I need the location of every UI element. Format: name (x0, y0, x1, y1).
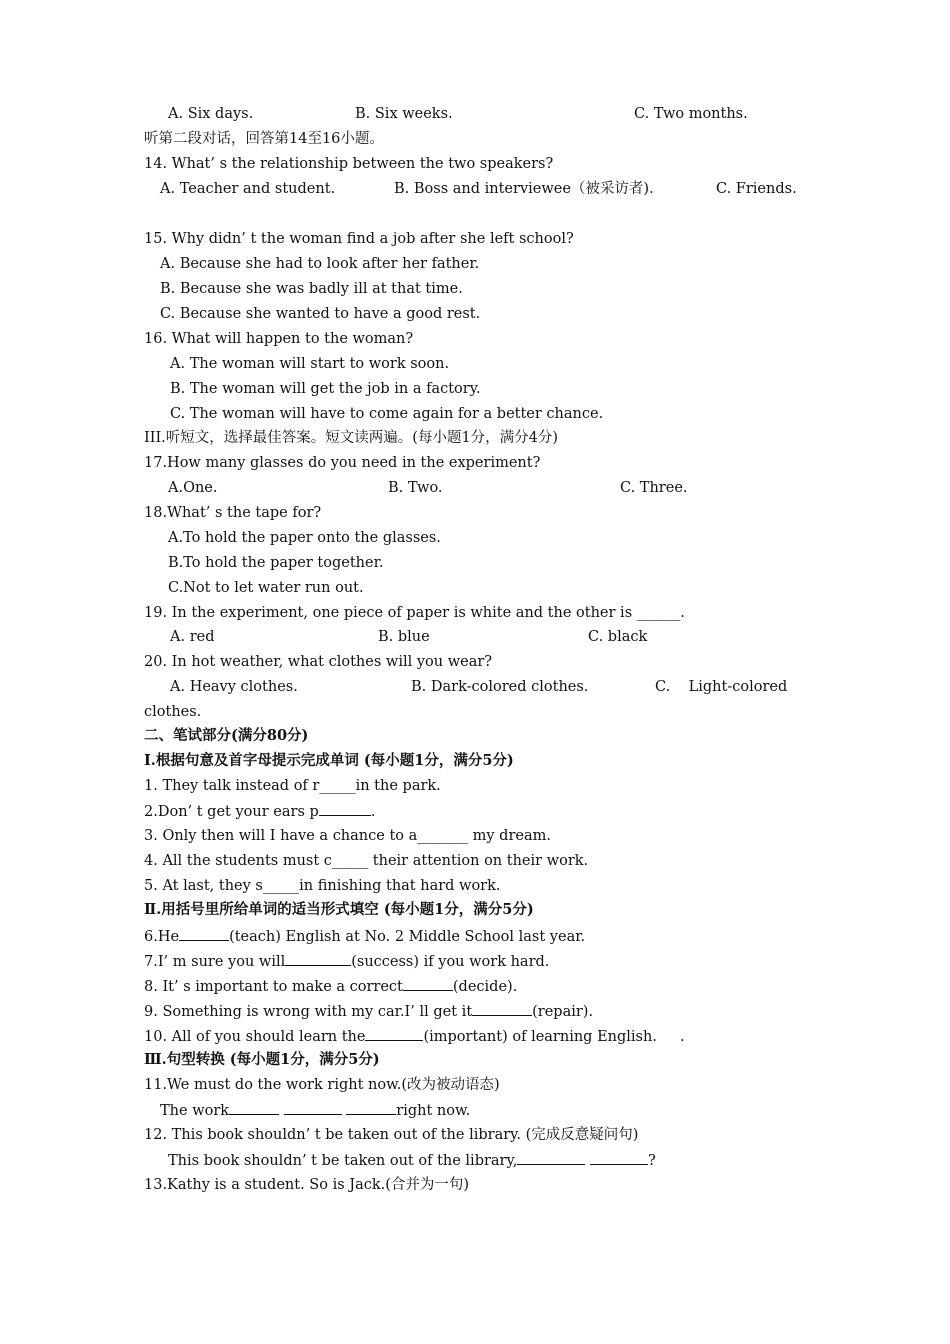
q14-option-b: B. Boss and interviewee（被采访者). (394, 181, 654, 197)
answer-blank[interactable] (319, 802, 371, 816)
answer-blank[interactable] (179, 927, 229, 941)
dialogue2-intro: 听第二段对话，回答第14至16小题。 (144, 131, 384, 147)
part2-item-8: 8. It’ s important to make a correct (decide). (144, 979, 518, 995)
section-listen-passage-title: III.听短文，选择最佳答案。短文读两遍。(每小题1分，满分4分) (144, 430, 559, 446)
part3-title: Ⅲ.句型转换 (每小题1分，满分5分) (144, 1051, 380, 1068)
part1-item-3: 3. Only then will I have a chance to a_______ my dream. (144, 828, 551, 844)
q16-stem: 16. What will happen to the woman? (144, 331, 414, 347)
answer-blank[interactable] (284, 1101, 342, 1115)
answer-blank[interactable] (517, 1151, 585, 1165)
part2-item-7: 7.I’ m sure you will (success) if you work hard. (144, 954, 550, 970)
q15-option-c: C. Because she wanted to have a good rest. (160, 306, 481, 322)
q16-option-c: C. The woman will have to come again for a better chance. (170, 406, 604, 422)
q16-option-b: B. The woman will get the job in a factory. (170, 381, 481, 397)
answer-blank[interactable] (472, 1002, 532, 1016)
answer-blank[interactable] (346, 1101, 396, 1115)
answer-blank[interactable] (590, 1151, 648, 1165)
q18-option-a: A.To hold the paper onto the glasses. (168, 530, 441, 546)
q14-option-c: C. Friends. (716, 181, 797, 197)
answer-blank[interactable] (285, 952, 351, 966)
q15-option-a: A. Because she had to look after her father. (160, 256, 480, 272)
q17-option-b: B. Two. (388, 480, 443, 496)
part2-title: Ⅱ.用括号里所给单词的适当形式填空 (每小题1分，满分5分) (144, 901, 534, 918)
q13-option-a: A. Six days. (168, 106, 254, 122)
q18-option-b: B.To hold the paper together. (168, 555, 384, 571)
q19-option-c: C. black (588, 629, 648, 645)
part1-item-4: 4. All the students must c_____ their attention on their work. (144, 853, 589, 869)
q13-option-c: C. Two months. (634, 106, 748, 122)
q19-option-a: A. red (170, 629, 215, 645)
part1-item-2: 2.Don’ t get your ears p . (144, 804, 376, 820)
q16-option-a: A. The woman will start to work soon. (170, 356, 450, 372)
part2-item-10: 10. All of you should learn the (important) of learning English. . (144, 1029, 685, 1045)
q19-option-b: B. blue (378, 629, 430, 645)
q17-option-a: A.One. (168, 480, 218, 496)
q13-option-b: B. Six weeks. (355, 106, 453, 122)
part1-item-5: 5. At last, they s_____in finishing that hard work. (144, 878, 501, 894)
part1-title: Ⅰ.根据句意及首字母提示完成单词 (每小题1分，满分5分) (144, 752, 514, 769)
q18-option-c: C.Not to let water run out. (168, 580, 364, 596)
part2-item-9: 9. Something is wrong with my car.I’ ll get it (repair). (144, 1004, 594, 1020)
q14-option-a: A. Teacher and student. (160, 181, 336, 197)
q11-answer-line: The work right now. (160, 1103, 471, 1119)
answer-blank[interactable] (403, 977, 453, 991)
q20-stem: 20. In hot weather, what clothes will you wear? (144, 654, 493, 670)
q20-option-a: A. Heavy clothes. (170, 679, 298, 695)
q15-option-b: B. Because she was badly ill at that time. (160, 281, 463, 297)
q12-answer-line: This book shouldn’ t be taken out of the library, ? (168, 1153, 656, 1169)
answer-blank[interactable] (229, 1101, 279, 1115)
q17-stem: 17.How many glasses do you need in the experiment? (144, 455, 541, 471)
q20-option-c-continued: clothes. (144, 704, 202, 720)
q19-stem: 19. In the experiment, one piece of paper is white and the other is ______. (144, 605, 685, 621)
q20-option-c: C. Light-colored (655, 679, 788, 695)
q11-stem: 11.We must do the work right now.(改为被动语态) (144, 1077, 500, 1093)
q13-written-stem: 13.Kathy is a student. So is Jack.(合并为一句) (144, 1177, 470, 1193)
part2-item-6: 6.He (teach) English at No. 2 Middle School last year. (144, 929, 586, 945)
q20-option-b: B. Dark-colored clothes. (411, 679, 589, 695)
part1-item-1: 1. They talk instead of r_____in the park. (144, 778, 441, 794)
q18-stem: 18.What’ s the tape for? (144, 505, 322, 521)
q14-stem: 14. What’ s the relationship between the two speakers? (144, 156, 554, 172)
q15-stem: 15. Why didn’ t the woman find a job after she left school? (144, 231, 574, 247)
q17-option-c: C. Three. (620, 480, 688, 496)
q12-stem: 12. This book shouldn’ t be taken out of the library. (完成反意疑问句) (144, 1127, 639, 1143)
written-part-title: 二、笔试部分(满分80分) (144, 727, 309, 744)
answer-blank[interactable] (365, 1027, 423, 1041)
